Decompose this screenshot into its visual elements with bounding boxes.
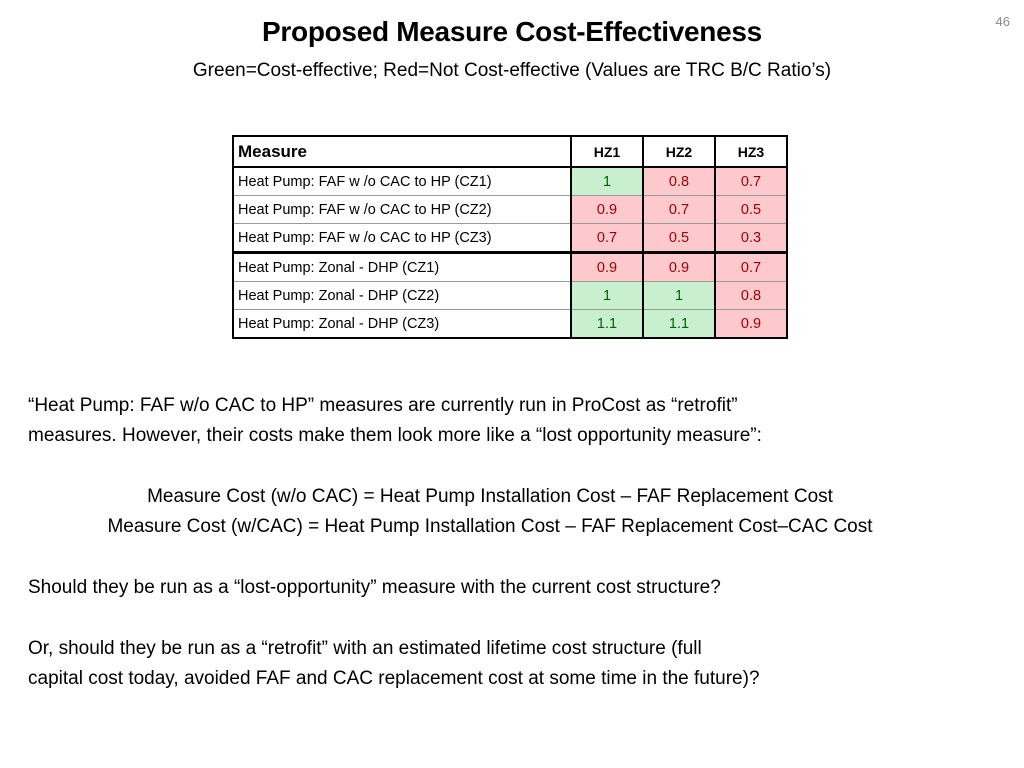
measure-name-cell: Heat Pump: Zonal - DHP (CZ1) — [233, 253, 571, 282]
value-cell: 0.3 — [715, 224, 787, 253]
paragraph-line: Should they be run as a “lost-opportunity” measure with the current cost structure? — [28, 577, 721, 598]
slide-title: Proposed Measure Cost-Effectiveness — [262, 16, 762, 47]
measure-name-cell: Heat Pump: FAF w /o CAC to HP (CZ1) — [233, 167, 571, 196]
value-cell: 0.5 — [715, 196, 787, 224]
value-cell: 0.7 — [715, 253, 787, 282]
question-lost-opportunity — [28, 573, 998, 603]
table-row — [233, 282, 787, 310]
value-cell: 0.9 — [571, 253, 643, 282]
value-cell: 1 — [571, 282, 643, 310]
measure-name-cell: Heat Pump: Zonal - DHP (CZ3) — [233, 310, 571, 339]
value-cell: 1.1 — [571, 310, 643, 339]
value-cell: 0.5 — [643, 224, 715, 253]
value-cell: 0.9 — [643, 253, 715, 282]
formula-without-cac: Measure Cost (w/o CAC) = Heat Pump Installation Cost – FAF Replacement Cost — [147, 486, 833, 507]
question-retrofit — [28, 634, 998, 694]
value-cell: 1 — [643, 282, 715, 310]
value-cell: 0.9 — [715, 310, 787, 339]
page-number: 46 — [995, 14, 1010, 29]
value-cell: 0.8 — [715, 282, 787, 310]
measure-name-cell: Heat Pump: Zonal - DHP (CZ2) — [233, 282, 571, 310]
paragraph-retrofit-note — [28, 391, 998, 451]
cost-effectiveness-table — [232, 135, 788, 339]
value-cell: 1.1 — [643, 310, 715, 339]
value-cell: 0.9 — [571, 196, 643, 224]
cost-formulas — [0, 482, 980, 542]
value-cell: 0.8 — [643, 167, 715, 196]
value-cell: 0.7 — [715, 167, 787, 196]
value-cell: 1 — [571, 167, 643, 196]
header-hz2: HZ2 — [643, 136, 715, 167]
table-row — [233, 167, 787, 196]
table-row — [233, 196, 787, 224]
table-row — [233, 253, 787, 282]
paragraph-line: “Heat Pump: FAF w/o CAC to HP” measures are currently run in ProCost as “retrofit” — [28, 395, 738, 416]
paragraph-line: measures. However, their costs make them look more like a “lost opportunity measure”: — [28, 425, 762, 446]
header-hz3: HZ3 — [715, 136, 787, 167]
measure-name-cell: Heat Pump: FAF w /o CAC to HP (CZ2) — [233, 196, 571, 224]
paragraph-line: Or, should they be run as a “retrofit” with an estimated lifetime cost structure (full — [28, 638, 702, 659]
table-row — [233, 224, 787, 253]
table-row — [233, 310, 787, 339]
header-hz1: HZ1 — [571, 136, 643, 167]
slide-subtitle: Green=Cost-effective; Red=Not Cost-effective (Values are TRC B/C Ratio’s) — [192, 60, 832, 81]
formula-with-cac: Measure Cost (w/CAC) = Heat Pump Installation Cost – FAF Replacement Cost–CAC Cost — [107, 516, 873, 537]
paragraph-line: capital cost today, avoided FAF and CAC replacement cost at some time in the future)? — [28, 668, 760, 689]
value-cell: 0.7 — [571, 224, 643, 253]
table-header-row — [233, 136, 787, 167]
header-measure: Measure — [233, 136, 571, 167]
value-cell: 0.7 — [643, 196, 715, 224]
measure-name-cell: Heat Pump: FAF w /o CAC to HP (CZ3) — [233, 224, 571, 253]
